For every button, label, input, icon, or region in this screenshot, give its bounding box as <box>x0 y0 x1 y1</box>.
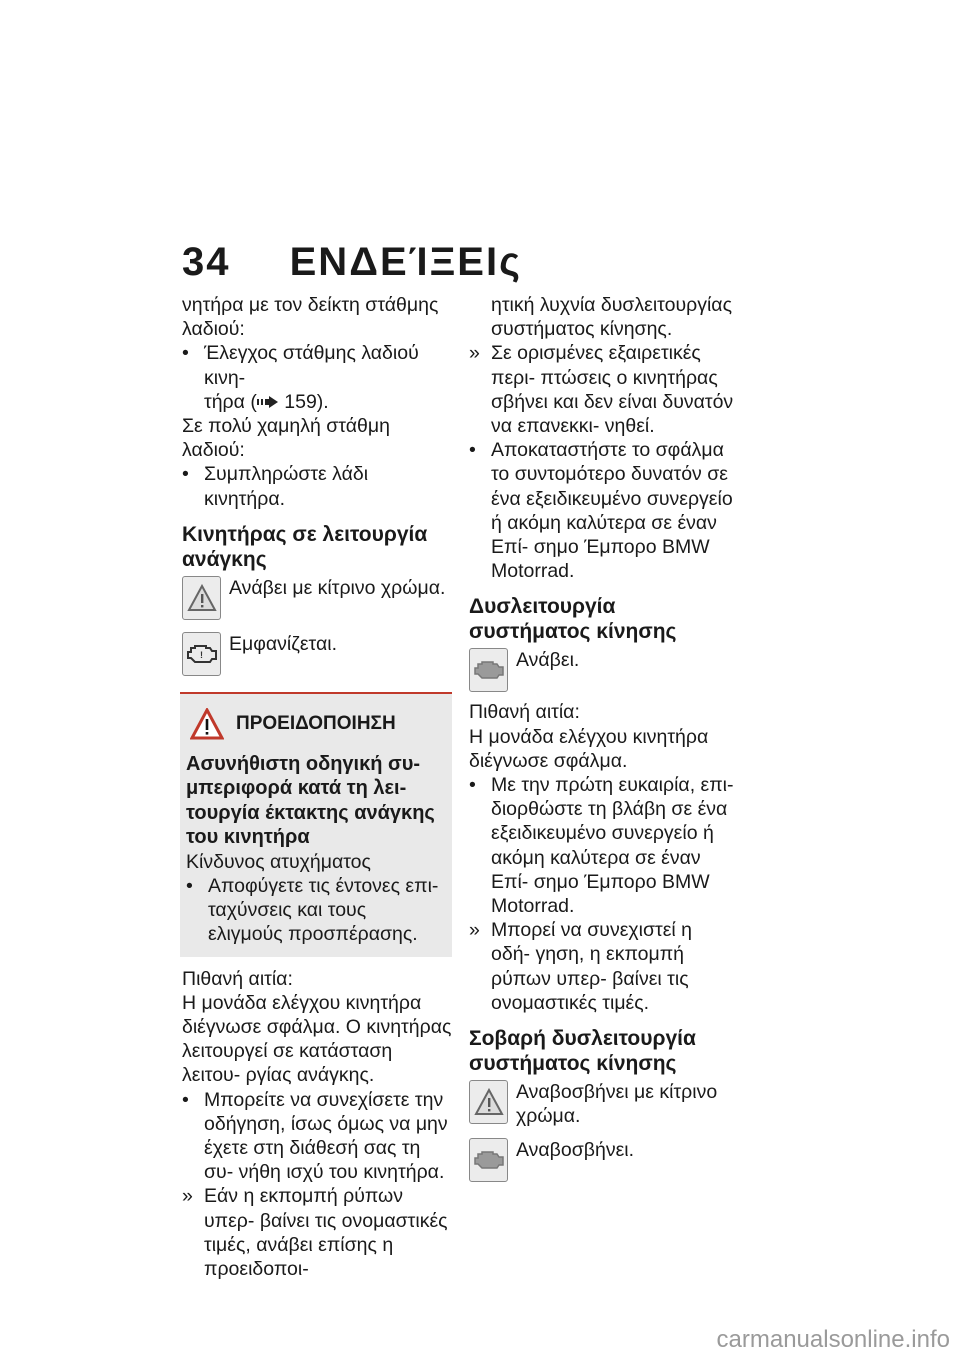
repair-text: Αποκαταστήστε το σφάλμα το συντομότερο δυνατόν σε ένα εξειδικευμένο συνεργείο ή ακόμη καλύτερα σε έναν Επί- σημο Έμπορο BMW Motorrad. <box>491 439 733 583</box>
warning-advice: Αποφύγετε τις έντονες επι- ταχύνσεις και τους ελιγμούς προσπέρασης. <box>208 875 439 946</box>
warning-triangle-icon <box>182 576 221 620</box>
left-column <box>182 293 452 1281</box>
emissions-text: Εάν η εκπομπή ρύπων υπερ- βαίνει τις ονομαστικές τιμές, ανάβει επίσης η προειδοποι- <box>204 1185 448 1281</box>
list-item <box>186 874 446 947</box>
list-item <box>469 918 734 1015</box>
warning-title <box>190 708 446 740</box>
check-oil-line: Έλεγχος στάθμης λαδιού κινη- <box>204 342 419 389</box>
warning-heading: Ασυνήθιστη οδηγική συ- μπεριφορά κατά τη λει- τουργία έκτακτης ανάγκης του κινητήρα <box>186 752 435 849</box>
intro-text: νητήρα με τον δείκτη στάθμης λαδιού: <box>182 294 439 341</box>
svg-text:!: ! <box>199 649 203 660</box>
list-item <box>182 1184 452 1281</box>
bullet-mark: • <box>182 342 189 365</box>
page-title: ΕΝΔΕΊΞΕΙς <box>289 240 522 284</box>
top-up-text: Συμπληρώστε λάδι κινητήρα. <box>204 463 369 510</box>
engine-warning-icon <box>182 632 221 676</box>
result-mark: » <box>182 1185 193 1208</box>
bullet-mark: • <box>182 463 189 486</box>
section-heading-emergency: Κινητήρας σε λειτουργία ανάγκης <box>182 522 428 571</box>
indicator-desc: Αναβοσβήνει με κίτρινο χρώμα. <box>516 1081 718 1128</box>
bullet-mark: • <box>469 439 476 462</box>
watermark: carmanualsonline.info <box>716 1326 950 1353</box>
engine-warning-icon <box>469 648 508 692</box>
page-ref-arrow-icon[interactable] <box>257 395 279 409</box>
list-item <box>469 341 734 438</box>
warning-label: ΠΡΟΕΙΔΟΠΟΙΗΣΗ <box>236 712 396 734</box>
warning-risk: Κίνδυνος ατυχήματος <box>186 850 371 873</box>
indicator-row <box>182 576 452 620</box>
cause-text: Η μονάδα ελέγχου κινητήρα διέγνωσε σφάλμα. Ο κινητήρας λειτουργεί σε κατάσταση λειτου- ργίας ανάγκης. <box>182 991 452 1087</box>
section-heading-severe: Σοβαρή δυσλειτουργία συστήματος κίνησης <box>469 1027 696 1076</box>
list-item <box>182 1088 452 1185</box>
danger-triangle-icon <box>190 708 224 740</box>
bullet-mark: • <box>182 1088 189 1111</box>
engine-warning-icon <box>469 1138 508 1182</box>
indicator-row <box>469 648 734 692</box>
bullet-mark: • <box>186 875 193 898</box>
indicator-desc: Ανάβει με κίτρινο χρώμα. <box>229 576 446 599</box>
indicator-desc: Ανάβει. <box>516 649 580 672</box>
fix-text: Με την πρώτη ευκαιρία, επι- διορθώστε τη βλάβη σε ένα εξειδικευμένο συνεργείο ή ακόμη καλύτερα σε έναν Επί- σημο Έμπορο BMW Motorrad. <box>491 774 734 918</box>
continued-text: ητική λυχνία δυσλειτουργίας συστήματος κίνησης. <box>491 294 732 341</box>
list-item-continued <box>469 293 734 341</box>
list-item <box>469 773 734 918</box>
cause-label: Πιθανή αιτία: <box>182 967 293 990</box>
list-item <box>182 462 452 510</box>
list-item <box>182 341 452 414</box>
result-mark: » <box>469 919 480 942</box>
indicator-desc: Αναβοσβήνει. <box>516 1139 635 1162</box>
section-heading-drivetrain: Δυσλειτουργία συστήματος κίνησης <box>469 595 677 644</box>
indicator-row <box>469 1080 734 1128</box>
continue-riding-text: Μπορεί να συνεχιστεί η οδή- γηση, η εκπομπή ρύπων υπερ- βαίνει τις ονομαστικές τιμές. <box>491 919 692 1014</box>
check-oil-line-2: τήρα ( <box>204 390 257 413</box>
indicator-row <box>469 1138 734 1182</box>
warning-triangle-icon <box>469 1080 508 1124</box>
page-ref[interactable]: 159). <box>284 390 329 413</box>
engine-stop-text: Σε ορισμένες εξαιρετικές περι- πτώσεις ο κινητήρας σβήνει και δεν είναι δυνατόν να επανεκκι- νηθεί. <box>491 342 734 438</box>
result-mark: » <box>469 342 480 365</box>
indicator-row <box>182 632 452 676</box>
cause-text: Η μονάδα ελέγχου κινητήρα διέγνωσε σφάλμα. <box>469 725 709 772</box>
warning-box <box>180 692 452 957</box>
indicator-desc: Εμφανίζεται. <box>229 632 337 655</box>
list-item <box>469 438 734 583</box>
cause-label: Πιθανή αιτία: <box>469 701 580 724</box>
page-header <box>182 240 522 285</box>
low-oil-text: Σε πολύ χαμηλή στάθμη λαδιού: <box>182 415 390 462</box>
bullet-mark: • <box>469 774 476 797</box>
right-column <box>469 293 734 1182</box>
continue-text: Μπορείτε να συνεχίσετε την οδήγηση, ίσως όμως να μην έχετε στη διάθεσή σας τη συ- νήθη ισχύ του κινητήρα. <box>204 1088 448 1184</box>
page-number: 34 <box>182 240 231 284</box>
